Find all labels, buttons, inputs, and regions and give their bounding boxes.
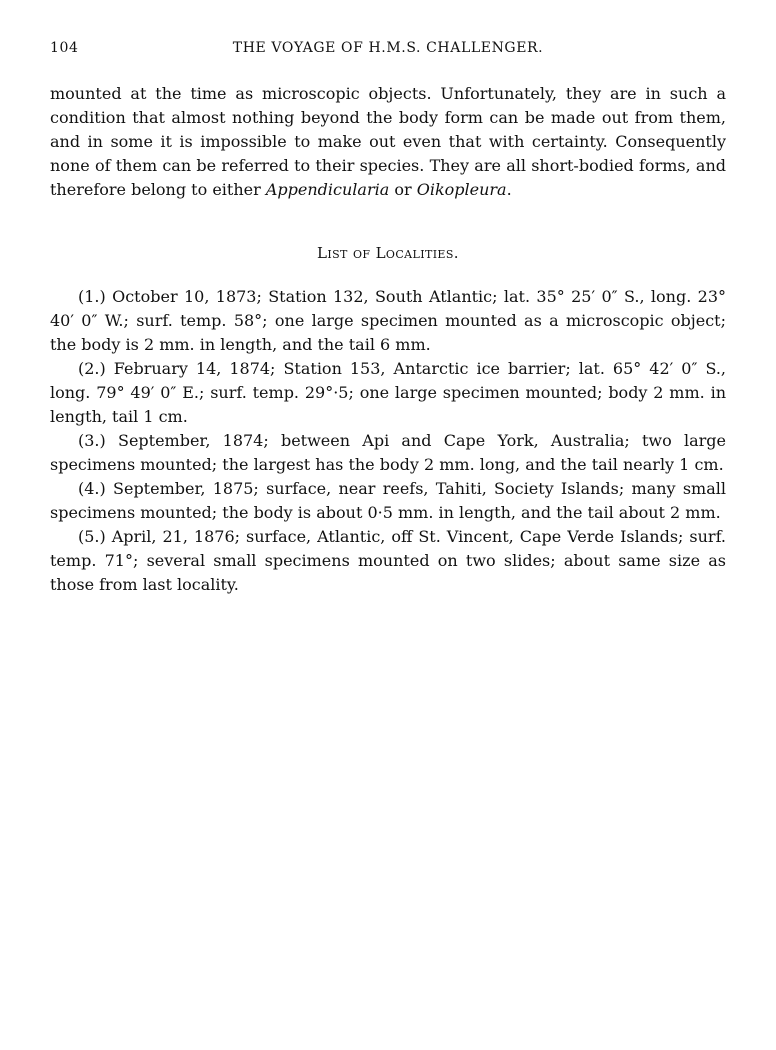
intro-text: mounted at the time as microscopic objects. Unfortunately, they are in such a condition that almost nothing beyond the body form can be made out from them, and in some it is impossible to make out even that with certainty. Consequently none of them can be referred to their species. They are all short-bodied forms, and therefore belong to either bbox=[50, 84, 726, 199]
section-title: List of Localities. bbox=[317, 244, 459, 262]
locality-entry-3: (3.) September, 1874; between Api and Cape York, Australia; two large specimens mounted; the largest has the body 2 mm. long, and the tail nearly 1 cm. bbox=[50, 431, 726, 474]
page-number: 104 bbox=[50, 40, 79, 56]
intro-end: . bbox=[506, 180, 512, 199]
running-head bbox=[50, 40, 726, 64]
locality-entry-5: (5.) April, 21, 1876; surface, Atlantic, off St. Vincent, Cape Verde Islands; surf. temp. 71°; several small specimens mounted on two slides; about same size as those from last locality. bbox=[50, 527, 726, 594]
running-title: THE VOYAGE OF H.M.S. CHALLENGER. bbox=[232, 40, 544, 56]
locality-entry-4: (4.) September, 1875; surface, near reefs, Tahiti, Society Islands; many small specimens mounted; the body is about 0·5 mm. in length, and the tail about 2 mm. bbox=[50, 479, 726, 522]
book-page bbox=[50, 40, 726, 597]
body-text bbox=[50, 82, 726, 597]
genus-oikopleura: Oikopleura bbox=[416, 180, 507, 199]
genus-appendicularia: Appendicularia bbox=[265, 180, 390, 199]
intro-paragraph bbox=[50, 82, 726, 202]
locality-entry-2: (2.) February 14, 1874; Station 153, Antarctic ice barrier; lat. 65° 42′ 0″ S., long. 79° 49′ 0″ E.; surf. temp. 29°·5; one large specimen mounted; body 2 mm. in length, tail 1 cm. bbox=[50, 359, 726, 426]
locality-entry-1: (1.) October 10, 1873; Station 132, South Atlantic; lat. 35° 25′ 0″ S., long. 23° 40′ 0″ W.; surf. temp. 58°; one large specimen mounted as a microscopic object; the body is 2 mm. in length, and the tail 6 mm. bbox=[50, 287, 726, 354]
intro-connector: or bbox=[389, 180, 417, 199]
